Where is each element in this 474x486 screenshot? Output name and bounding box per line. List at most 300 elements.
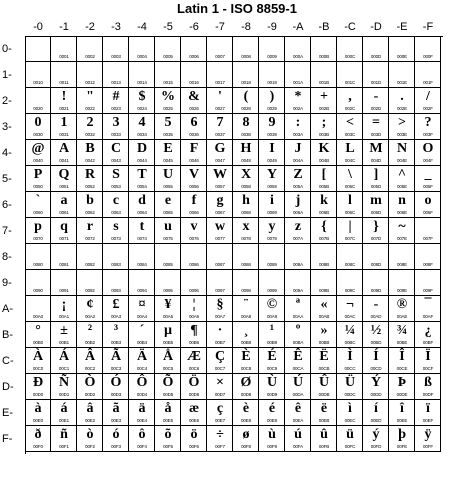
char-glyph: ³ (113, 323, 119, 338)
char-code: 0049 (267, 158, 277, 163)
char-code: 0008 (241, 54, 251, 59)
char-glyph: ¼ (344, 323, 356, 338)
char-code: 0007 (215, 54, 225, 59)
char-cell (389, 218, 415, 244)
char-code: 008A (292, 262, 304, 267)
char-code: 00BE (396, 340, 408, 345)
char-code: 00EB (318, 418, 330, 423)
char-cell (415, 140, 441, 166)
char-glyph: Ï (425, 349, 431, 364)
char-code: 0029 (267, 106, 277, 111)
char-code: 0053 (111, 184, 121, 189)
char-glyph: æ (188, 401, 200, 416)
char-cell (233, 36, 259, 62)
char-cell (129, 348, 155, 374)
char-code: 008D (370, 262, 382, 267)
char-glyph: ´ (139, 323, 145, 338)
char-code: 00DE (396, 392, 408, 397)
char-glyph: 8 (242, 115, 250, 130)
char-code: 0076 (189, 236, 199, 241)
char-code: 00B7 (214, 340, 226, 345)
char-cell (181, 36, 207, 62)
char-glyph: ç (216, 401, 224, 416)
char-cell (77, 296, 103, 322)
char-code: 0035 (163, 132, 173, 137)
char-glyph: = (372, 115, 380, 130)
char-code: 0005 (163, 54, 173, 59)
char-code: 0031 (59, 132, 69, 137)
char-code: 00C3 (110, 366, 122, 371)
char-glyph: · (217, 323, 223, 338)
char-code: 0089 (267, 262, 277, 267)
char-cell (233, 88, 259, 114)
char-glyph: ü (346, 427, 354, 442)
char-code: 005D (370, 184, 382, 189)
char-code: 0012 (85, 80, 95, 85)
char-code: 0060 (33, 210, 43, 215)
char-code: 00F4 (137, 444, 147, 449)
char-cell (207, 36, 233, 62)
char-cell (155, 166, 181, 192)
char-cell (311, 88, 337, 114)
char-code: 0082 (85, 262, 95, 267)
char-glyph: p (34, 219, 42, 234)
char-code: 00B8 (240, 340, 252, 345)
char-code: 0063 (111, 210, 121, 215)
char-glyph: - (373, 89, 379, 104)
char-cell (181, 400, 207, 426)
char-cell (25, 88, 51, 114)
column-header: -B (318, 21, 330, 33)
column-header: -0 (33, 21, 43, 33)
char-code: 00B9 (266, 340, 278, 345)
char-cell (51, 140, 77, 166)
char-code: 0001 (59, 54, 69, 59)
char-code: 0057 (215, 184, 225, 189)
char-cell (103, 374, 129, 400)
char-glyph: d (138, 193, 146, 208)
char-cell (415, 88, 441, 114)
char-code: 00CD (370, 366, 382, 371)
char-glyph: Ã (110, 349, 122, 364)
char-code: 006C (344, 210, 356, 215)
char-cell (51, 270, 77, 296)
char-cell (207, 244, 233, 270)
char-cell (207, 322, 233, 348)
char-code: 0041 (59, 158, 69, 163)
char-code: 00F0 (33, 444, 43, 449)
char-code: 00CB (318, 366, 330, 371)
char-cell (337, 114, 363, 140)
char-cell (51, 166, 77, 192)
char-cell (337, 426, 363, 452)
char-code: 00E1 (58, 418, 70, 423)
char-cell (389, 296, 415, 322)
char-glyph: ( (243, 89, 249, 104)
char-cell (207, 374, 233, 400)
char-code: 00DD (370, 392, 382, 397)
char-code: 00FE (396, 444, 408, 449)
char-cell (285, 244, 311, 270)
char-code: 0064 (137, 210, 147, 215)
char-code: 0025 (163, 106, 173, 111)
char-cell (181, 62, 207, 88)
char-glyph: à (34, 401, 42, 416)
char-glyph: Ü (344, 375, 356, 390)
char-cell (129, 114, 155, 140)
char-code: 00C6 (188, 366, 200, 371)
row-header: D- (2, 381, 14, 393)
char-glyph: 6 (190, 115, 198, 130)
char-code: 0042 (85, 158, 95, 163)
char-cell (25, 270, 51, 296)
char-code: 005B (318, 184, 330, 189)
char-glyph: Ô (136, 375, 148, 390)
char-code: 0097 (215, 288, 225, 293)
char-code: 0072 (85, 236, 95, 241)
char-code: 005A (292, 184, 304, 189)
row-header: 7- (2, 225, 12, 237)
column-header: -7 (215, 21, 225, 33)
char-cell (259, 322, 285, 348)
char-code: 0011 (59, 80, 69, 85)
char-glyph: » (320, 323, 328, 338)
char-cell (415, 192, 441, 218)
char-cell (25, 348, 51, 374)
char-cell (311, 348, 337, 374)
char-cell (77, 166, 103, 192)
char-code: 003F (423, 132, 433, 137)
char-code: 00C2 (84, 366, 96, 371)
char-glyph: ½ (370, 323, 382, 338)
char-code: 00D0 (32, 392, 44, 397)
char-glyph: 9 (268, 115, 276, 130)
char-code: 00FC (344, 444, 356, 449)
char-glyph: . (400, 89, 404, 104)
char-cell (181, 348, 207, 374)
char-cell (181, 218, 207, 244)
char-cell (155, 296, 181, 322)
char-glyph: T (137, 167, 147, 182)
char-code: 0071 (59, 236, 69, 241)
char-cell (25, 114, 51, 140)
char-cell (259, 36, 285, 62)
char-code: 0019 (267, 80, 277, 85)
char-cell (181, 244, 207, 270)
char-code: 001A (292, 80, 304, 85)
char-cell (337, 270, 363, 296)
char-glyph: è (242, 401, 250, 416)
char-code: 00AD (370, 314, 382, 319)
char-cell (207, 140, 233, 166)
char-code: 00E8 (240, 418, 252, 423)
char-code: 0018 (241, 80, 251, 85)
char-code: 00D2 (84, 392, 96, 397)
char-glyph: U (162, 167, 174, 182)
char-code: 0093 (111, 288, 121, 293)
char-glyph: ¯ (424, 297, 432, 312)
char-code: 0009 (267, 54, 277, 59)
char-cell (337, 192, 363, 218)
char-code: 00AC (344, 314, 356, 319)
char-glyph: Ê (293, 349, 303, 364)
char-cell (77, 374, 103, 400)
char-glyph: Ú (292, 375, 304, 390)
char-glyph: o (424, 193, 432, 208)
char-code: 00FA (292, 444, 304, 449)
char-code: 000D (370, 54, 382, 59)
row-header: 5- (2, 173, 12, 185)
char-cell (77, 322, 103, 348)
char-cell (103, 114, 129, 140)
char-code: 0079 (267, 236, 277, 241)
char-code: 0022 (85, 106, 95, 111)
char-code: 00DC (344, 392, 356, 397)
char-glyph: ° (35, 323, 41, 338)
char-code: 007B (318, 236, 330, 241)
char-code: 00CF (422, 366, 434, 371)
char-cell (259, 400, 285, 426)
char-glyph: È (241, 349, 251, 364)
char-cell (337, 322, 363, 348)
char-cell (363, 400, 389, 426)
char-glyph: E (163, 141, 173, 156)
char-code: 007A (292, 236, 304, 241)
char-code: 00CE (396, 366, 408, 371)
char-cell (311, 192, 337, 218)
char-cell (51, 348, 77, 374)
char-cell (259, 296, 285, 322)
char-glyph: þ (398, 427, 406, 442)
char-code: 00C0 (32, 366, 44, 371)
char-code: 00C4 (136, 366, 148, 371)
char-cell (25, 140, 51, 166)
char-cell (155, 192, 181, 218)
char-code: 0066 (189, 210, 199, 215)
char-code: 004D (370, 158, 382, 163)
char-cell (259, 348, 285, 374)
char-code: 0074 (137, 236, 147, 241)
char-code: 0014 (137, 80, 147, 85)
char-glyph: Á (58, 349, 70, 364)
char-code: 00AA (292, 314, 304, 319)
char-glyph: > (398, 115, 406, 130)
char-code: 0090 (33, 288, 43, 293)
char-glyph: ß (424, 375, 432, 390)
char-cell (363, 88, 389, 114)
char-cell (415, 322, 441, 348)
column-header: -F (422, 21, 434, 33)
char-cell (415, 400, 441, 426)
char-cell (103, 36, 129, 62)
char-code: 00A9 (266, 314, 278, 319)
char-code: 00B3 (110, 340, 122, 345)
char-glyph: * (294, 89, 302, 104)
char-cell (311, 400, 337, 426)
char-glyph: ÿ (424, 427, 432, 442)
char-glyph: 5 (164, 115, 172, 130)
char-glyph: $ (138, 89, 146, 104)
char-code: 0048 (241, 158, 251, 163)
char-code: 00E2 (84, 418, 96, 423)
char-cell (337, 400, 363, 426)
char-code: 0040 (33, 158, 43, 163)
char-code: 002A (292, 106, 304, 111)
char-code: 002C (344, 106, 356, 111)
char-code: 009C (344, 288, 356, 293)
char-cell (389, 400, 415, 426)
char-cell (155, 348, 181, 374)
char-code: 0039 (267, 132, 277, 137)
char-glyph: î (400, 401, 404, 416)
char-code: 00F6 (189, 444, 199, 449)
char-cell (363, 62, 389, 88)
char-code: 00F8 (241, 444, 251, 449)
char-code: 007C (344, 236, 356, 241)
char-glyph: ^ (397, 167, 407, 182)
char-code: 0028 (241, 106, 251, 111)
char-cell (233, 166, 259, 192)
char-code: 00D3 (110, 392, 122, 397)
char-glyph: õ (164, 427, 172, 442)
row-header: 2- (2, 95, 12, 107)
char-code: 00A1 (58, 314, 70, 319)
char-cell (103, 166, 129, 192)
char-glyph: ¡ (61, 297, 67, 312)
char-cell (77, 114, 103, 140)
char-code: 0045 (163, 158, 173, 163)
char-code: 0024 (137, 106, 147, 111)
char-cell (129, 192, 155, 218)
char-code: 007F (423, 236, 433, 241)
char-code: 0004 (137, 54, 147, 59)
char-glyph: Â (84, 349, 96, 364)
char-cell (233, 374, 259, 400)
char-code: 00BF (422, 340, 434, 345)
char-cell (311, 166, 337, 192)
char-cell (25, 296, 51, 322)
char-code: 00ED (370, 418, 382, 423)
char-code: 0016 (189, 80, 199, 85)
char-glyph: ¾ (396, 323, 408, 338)
char-code: 0075 (163, 236, 173, 241)
char-cell (129, 270, 155, 296)
char-cell (129, 62, 155, 88)
char-code: 0047 (215, 158, 225, 163)
char-cell (415, 244, 441, 270)
char-glyph: Î (399, 349, 405, 364)
char-code: 002B (318, 106, 330, 111)
char-cell (51, 88, 77, 114)
char-cell (285, 114, 311, 140)
char-cell (415, 348, 441, 374)
column-header: -D (370, 21, 382, 33)
char-cell (233, 322, 259, 348)
char-glyph: É (267, 349, 277, 364)
char-glyph: Ë (319, 349, 329, 364)
char-glyph: 4 (138, 115, 146, 130)
char-cell (207, 348, 233, 374)
char-cell (233, 244, 259, 270)
char-cell (25, 400, 51, 426)
char-code: 0027 (215, 106, 225, 111)
char-code: 002D (370, 106, 382, 111)
char-code: 002F (423, 106, 433, 111)
char-glyph: â (86, 401, 94, 416)
char-glyph: e (164, 193, 172, 208)
char-glyph: ¸ (243, 323, 249, 338)
char-glyph: { (321, 219, 327, 234)
char-code: 0051 (59, 184, 69, 189)
char-code: 00D8 (240, 392, 252, 397)
char-cell (129, 218, 155, 244)
char-cell (389, 140, 415, 166)
char-glyph: ì (348, 401, 352, 416)
char-cell (51, 62, 77, 88)
char-glyph: \ (348, 167, 352, 182)
char-cell (363, 140, 389, 166)
char-glyph: Ó (110, 375, 122, 390)
char-glyph: + (320, 89, 328, 104)
char-code: 00D7 (214, 392, 226, 397)
char-cell (233, 218, 259, 244)
char-code: 000F (423, 54, 433, 59)
char-cell (259, 426, 285, 452)
char-cell (51, 374, 77, 400)
char-glyph: v (190, 219, 198, 234)
char-glyph: t (139, 219, 145, 234)
char-glyph: Ö (188, 375, 200, 390)
char-glyph: ù (268, 427, 276, 442)
char-glyph: r (86, 219, 94, 234)
char-cell (363, 166, 389, 192)
char-code: 0034 (137, 132, 147, 137)
char-glyph: j (295, 193, 301, 208)
char-cell (337, 88, 363, 114)
char-glyph: # (112, 89, 120, 104)
char-cell (181, 192, 207, 218)
char-glyph: 3 (112, 115, 120, 130)
char-glyph: V (188, 167, 200, 182)
char-code: 0061 (59, 210, 69, 215)
char-cell (259, 270, 285, 296)
char-code: 0084 (137, 262, 147, 267)
char-glyph: ¢ (86, 297, 94, 312)
char-code: 0046 (189, 158, 199, 163)
char-code: 009D (370, 288, 382, 293)
char-code: 0026 (189, 106, 199, 111)
char-code: 004E (396, 158, 408, 163)
char-glyph: J (294, 141, 302, 156)
row-header: 6- (2, 199, 12, 211)
char-cell (155, 374, 181, 400)
char-code: 00A4 (136, 314, 148, 319)
char-cell (311, 140, 337, 166)
char-cell (103, 426, 129, 452)
char-cell (415, 374, 441, 400)
char-cell (181, 88, 207, 114)
char-code: 00D5 (162, 392, 174, 397)
char-cell (311, 296, 337, 322)
char-cell (259, 140, 285, 166)
char-cell (285, 218, 311, 244)
char-code: 00E4 (136, 418, 148, 423)
char-code: 0006 (189, 54, 199, 59)
char-cell (285, 270, 311, 296)
row-header: E- (2, 407, 13, 419)
char-glyph: w (214, 219, 226, 234)
char-cell (77, 62, 103, 88)
